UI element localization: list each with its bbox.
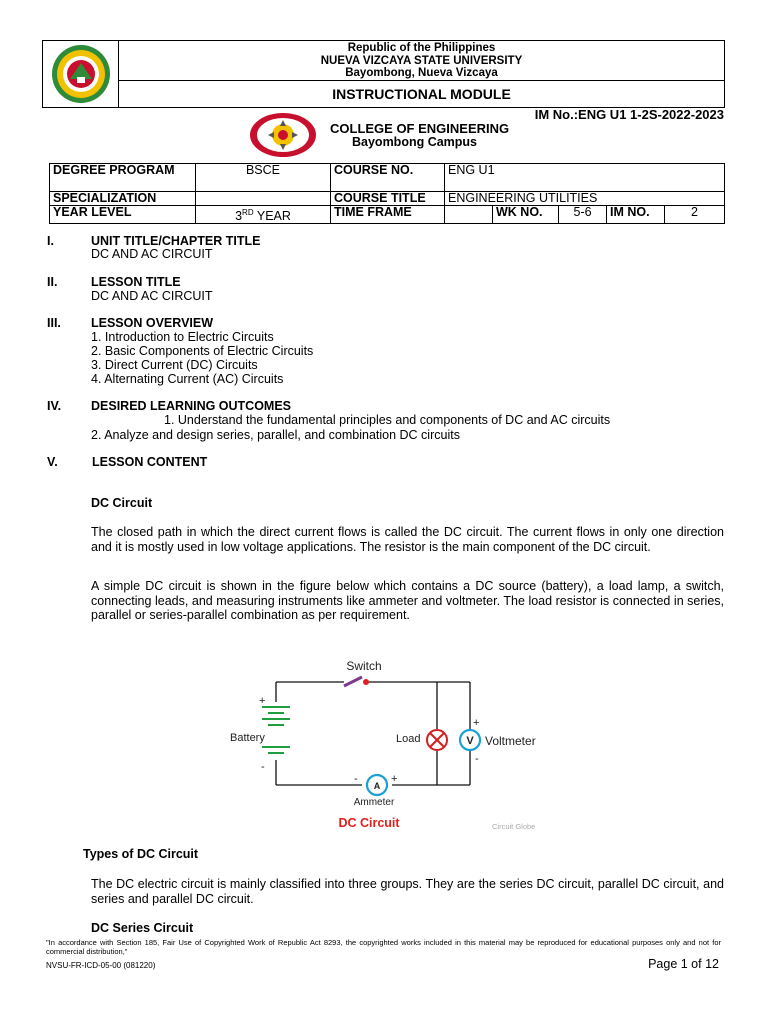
section-2-number: II.: [47, 275, 58, 289]
im-no-label: IM NO.: [607, 206, 665, 224]
battery-symbol: [262, 707, 290, 753]
ammeter-minus: -: [354, 773, 358, 785]
time-frame-value: [445, 206, 493, 224]
section-1-body: DC AND AC CIRCUIT: [91, 247, 213, 261]
table-row: [50, 206, 725, 224]
section-1-number: I.: [47, 234, 54, 248]
switch-lever: [344, 677, 362, 686]
ammeter-symbol: A: [373, 781, 381, 791]
series-heading: DC Series Circuit: [91, 921, 194, 935]
load-label: Load: [396, 733, 421, 745]
battery-plus: +: [259, 695, 266, 707]
location-text: Bayombong, Nueva Vizcaya: [345, 67, 498, 79]
list-item: 2. Analyze and design series, parallel, and combination DC circuits: [91, 428, 460, 442]
year-superscript: RD: [242, 208, 254, 217]
section-4-title: DESIRED LEARNING OUTCOMES: [91, 399, 292, 413]
wk-no-label: WK NO.: [493, 206, 559, 224]
table-row: [50, 164, 725, 192]
types-heading: Types of DC Circuit: [83, 847, 199, 861]
college-name: COLLEGE OF ENGINEERING: [330, 121, 510, 136]
list-item: 1. Understand the fundamental principles and components of DC and AC circuits: [164, 413, 611, 427]
college-campus: Bayombong Campus: [352, 135, 478, 149]
section-3-title: LESSON OVERVIEW: [91, 316, 214, 330]
ammeter-label: Ammeter: [353, 797, 395, 808]
section-5-number: V.: [47, 455, 58, 469]
university-seal-logo: [43, 41, 119, 107]
course-no-value: ENG U1: [445, 164, 725, 192]
switch-contact: [363, 679, 369, 685]
switch-label: Switch: [346, 659, 382, 673]
section-4-number: IV.: [47, 399, 62, 413]
form-code: NVSU-FR-ICD-05-00 (081220): [46, 961, 156, 970]
voltmeter-symbol: V: [466, 735, 474, 747]
section-1-title: UNIT TITLE/CHAPTER TITLE: [91, 234, 261, 248]
figure-watermark: Circuit Globe: [492, 822, 536, 831]
list-item: 3. Direct Current (DC) Circuits: [91, 358, 258, 372]
specialization-value: [196, 192, 331, 206]
time-frame-label: TIME FRAME: [331, 206, 445, 224]
degree-value: BSCE: [196, 164, 331, 192]
wk-no-value: 5-6: [559, 206, 607, 224]
logo-cell: [43, 41, 119, 107]
year-word: YEAR: [253, 209, 291, 224]
battery-label: Battery: [230, 732, 265, 744]
degree-label: DEGREE PROGRAM: [50, 164, 196, 192]
copyright-notice: "In accordance with Section 185, Fair Use of Copyrighted Work of Republic Act 8293, the copyrighted works included in this material may be reproduced for educational purposes only and not for commercial distribution,": [46, 938, 721, 956]
figure-caption: DC Circuit: [338, 816, 400, 830]
dc-circuit-figure: [222, 652, 562, 837]
battery-minus: -: [261, 761, 265, 773]
module-title: INSTRUCTIONAL MODULE: [332, 86, 511, 102]
ammeter-plus: +: [391, 773, 398, 785]
course-no-label: COURSE NO.: [331, 164, 445, 192]
year-level-value: [196, 206, 331, 224]
section-2-title: LESSON TITLE: [91, 275, 181, 289]
list-item: 4. Alternating Current (AC) Circuits: [91, 372, 284, 386]
section-2-body: DC AND AC CIRCUIT: [91, 289, 213, 303]
dc-circuit-heading: DC Circuit: [91, 496, 153, 510]
section-5-title: LESSON CONTENT: [92, 455, 208, 469]
list-item: 2. Basic Components of Electric Circuits: [91, 344, 314, 358]
specialization-label: SPECIALIZATION: [50, 192, 196, 206]
university-name: NUEVA VIZCAYA STATE UNIVERSITY: [320, 54, 523, 67]
paragraph-dc-definition: The closed path in which the direct current flows is called the DC circuit. The current flows in only one direction and it is mostly used in low voltage applications. The resistor is the main component of the DC circuit.: [91, 525, 724, 554]
year-number: 3: [235, 209, 243, 224]
year-level-label: YEAR LEVEL: [50, 206, 196, 224]
republic-text: Republic of the Philippines: [347, 42, 496, 54]
table-row: [50, 192, 725, 206]
paragraph-dc-example: A simple DC circuit is shown in the figure below which contains a DC source (battery), a load lamp, a switch, connecting leads, and measuring instruments like ammeter and voltmeter. The load resistor is connected in series, parallel or series-parallel combination as per requirement.: [91, 579, 724, 622]
voltmeter-label: Voltmeter: [485, 734, 536, 748]
voltmeter-plus: +: [473, 717, 480, 729]
college-seal-logo: [248, 112, 318, 158]
im-number: IM No.:ENG U1 1-2S-2022-2023: [534, 107, 724, 122]
page-number: Page 1 of 12: [648, 957, 719, 971]
header-box: [42, 40, 725, 108]
im-no-value: 2: [665, 206, 725, 224]
university-header: [119, 41, 724, 81]
paragraph-types: The DC electric circuit is mainly classified into three groups. They are the series DC circuit, parallel DC circuit, and series and parallel DC circuit.: [91, 877, 724, 906]
course-title-label: COURSE TITLE: [331, 192, 445, 206]
voltmeter-minus: -: [475, 753, 479, 765]
load-lamp: [427, 730, 447, 750]
course-info-table: [49, 163, 725, 224]
course-title-value: ENGINEERING UTILITIES: [445, 192, 725, 206]
list-item: 1. Introduction to Electric Circuits: [91, 330, 274, 344]
section-3-number: III.: [47, 316, 61, 330]
